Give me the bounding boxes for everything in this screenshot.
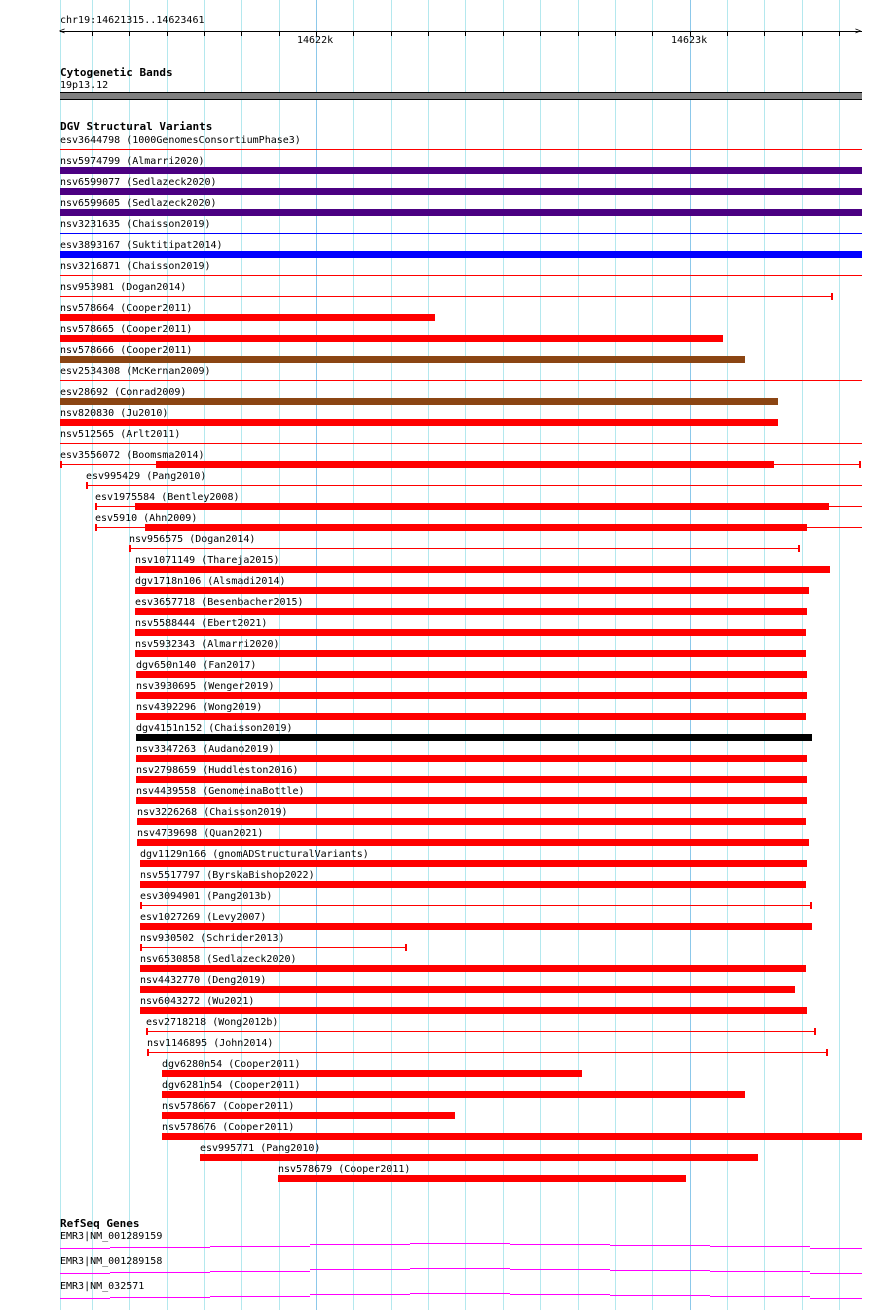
gene-feature[interactable] [0,1281,890,1306]
ruler-tick [503,31,504,36]
gene-segment [310,1294,410,1295]
cytoband-label: 19p13.12 [60,80,109,91]
gene-segment [410,1293,510,1294]
sv-feature[interactable] [0,807,890,828]
sv-feature[interactable] [0,849,890,870]
sv-feature-line [60,149,862,150]
sv-feature-label: dgv650n140 (Fan2017) [136,660,257,671]
sv-start-tick [147,1049,149,1056]
sv-feature-label: nsv578665 (Cooper2011) [60,324,193,335]
sv-feature-label: nsv1146895 (John2014) [147,1038,274,1049]
sv-feature-label: esv995771 (Pang2010) [200,1143,321,1154]
sv-feature-label: dgv1718n106 (Alsmadi2014) [135,576,286,587]
sv-feature-label: nsv3231635 (Chaisson2019) [60,219,211,230]
gene-feature[interactable] [0,1256,890,1281]
sv-feature-line [60,275,862,276]
sv-feature-bar [60,209,862,216]
gene-segment [610,1295,710,1296]
ruler-major-label: 14623k [671,35,708,46]
ruler-tick [578,31,579,36]
sv-feature-label: nsv5932343 (Almarri2020) [135,639,280,650]
sv-feature[interactable] [0,429,890,450]
sv-feature-bar [162,1091,745,1098]
sv-feature[interactable] [0,534,890,555]
sv-feature-bar [140,1007,807,1014]
sv-feature-label: nsv6530858 (Sedlazeck2020) [140,954,297,965]
gene-segment [510,1244,610,1245]
sv-feature-bar [60,398,778,405]
gene-segment [810,1248,862,1249]
sv-feature-label: nsv6599605 (Sedlazeck2020) [60,198,217,209]
gene-segment [210,1296,310,1297]
sv-feature-label: nsv3216871 (Chaisson2019) [60,261,211,272]
gene-segment [510,1294,610,1295]
sv-feature-label: dgv6280n54 (Cooper2011) [162,1059,301,1070]
sv-feature-label: nsv512565 (Arlt2011) [60,429,181,440]
ruler-tick [802,31,803,36]
sv-feature[interactable] [0,366,890,387]
sv-feature[interactable] [0,261,890,282]
sv-feature[interactable] [0,471,890,492]
sv-start-tick [146,1028,148,1035]
sv-start-tick [86,482,88,489]
sv-feature-label: dgv6281n54 (Cooper2011) [162,1080,301,1091]
sv-feature-bar [137,839,809,846]
sv-feature[interactable] [0,828,890,849]
sv-feature-bar [145,524,807,531]
sv-start-tick [129,545,131,552]
sv-feature[interactable] [0,324,890,345]
ruler-tick [428,31,429,36]
sv-feature-label: nsv5517797 (ByrskaBishop2022) [140,870,315,881]
sv-feature-bar [136,671,807,678]
sv-feature-label: nsv5974799 (Almarri2020) [60,156,205,167]
sv-feature-label: esv995429 (Pang2010) [86,471,207,482]
sv-feature-label: nsv930502 (Schrider2013) [140,933,285,944]
sv-feature-label: esv28692 (Conrad2009) [60,387,187,398]
ruler-tick [391,31,392,36]
dgv-track-title: DGV Structural Variants [60,120,213,133]
gene-segment [110,1247,210,1248]
sv-feature[interactable] [0,723,890,744]
sv-feature-bar [60,188,862,195]
sv-feature-bar [140,923,812,930]
ruler-tick [465,31,466,36]
sv-feature-line [140,947,407,948]
sv-feature-label: esv2718218 (Wong2012b) [146,1017,279,1028]
sv-feature[interactable] [0,1122,890,1143]
sv-feature[interactable] [0,912,890,933]
sv-feature[interactable] [0,555,890,576]
sv-feature-bar [60,356,745,363]
sv-feature[interactable] [0,765,890,786]
sv-feature[interactable] [0,870,890,891]
sv-feature[interactable] [0,513,890,534]
sv-feature-label: nsv578666 (Cooper2011) [60,345,193,356]
sv-feature-label: esv3644798 (1000GenomesConsortiumPhase3) [60,135,301,146]
sv-start-tick [95,503,97,510]
sv-feature[interactable] [0,1143,890,1164]
sv-feature-label: dgv1129n166 (gnomADStructuralVariants) [140,849,369,860]
gene-segment [110,1272,210,1273]
cytoband-track-title: Cytogenetic Bands [60,66,173,79]
sv-feature-label: esv3094901 (Pang2013b) [140,891,273,902]
sv-feature-bar [162,1070,582,1077]
sv-feature-line [60,296,833,297]
ruler-major-label: 14622k [297,35,334,46]
sv-feature-label: nsv4739698 (Quan2021) [137,828,264,839]
ruler-tick [764,31,765,36]
sv-feature[interactable] [0,1038,890,1059]
sv-feature-bar [140,881,806,888]
sv-feature-label: nsv578676 (Cooper2011) [162,1122,295,1133]
gene-segment [60,1298,110,1299]
left-arrow-icon[interactable]: < [59,26,66,37]
sv-feature-line [146,1031,816,1032]
sv-feature[interactable] [0,597,890,618]
ruler-tick [839,31,840,36]
sv-feature-label: esv3657718 (Besenbacher2015) [135,597,304,608]
ruler-tick [129,31,130,36]
sv-feature[interactable] [0,492,890,513]
sv-feature-label: esv2534308 (McKernan2009) [60,366,211,377]
sv-feature-bar [135,587,809,594]
sv-feature-label: nsv578667 (Cooper2011) [162,1101,295,1112]
sv-feature-bar [135,629,806,636]
sv-feature[interactable] [0,744,890,765]
sv-feature-label: nsv4392296 (Wong2019) [136,702,263,713]
sv-feature-label: esv1975584 (Bentley2008) [95,492,240,503]
sv-end-tick [814,1028,816,1035]
sv-feature-bar [200,1154,758,1161]
sv-feature[interactable] [0,408,890,429]
sv-end-tick [810,902,812,909]
gene-segment [60,1273,110,1274]
gene-segment [810,1273,862,1274]
sv-feature-label: nsv4439558 (GenomeinaBottle) [136,786,305,797]
sv-feature[interactable] [0,240,890,261]
sv-end-tick [826,1049,828,1056]
gene-segment [510,1269,610,1270]
ruler-tick [92,31,93,36]
gene-segment [410,1268,510,1269]
sv-start-tick [140,902,142,909]
sv-feature-label: dgv4151n152 (Chaisson2019) [136,723,293,734]
ruler-axis [60,31,862,32]
sv-feature-bar [140,986,795,993]
gene-segment [210,1271,310,1272]
sv-feature-bar [135,650,806,657]
sv-feature-label: nsv6599077 (Sedlazeck2020) [60,177,217,188]
sv-feature-label: nsv3226268 (Chaisson2019) [137,807,288,818]
gene-segment [710,1296,810,1297]
sv-end-tick [798,545,800,552]
gene-segment [310,1244,410,1245]
sv-feature-line [60,443,862,444]
gene-label: EMR3|NM_032571 [60,1281,145,1292]
sv-feature[interactable] [0,198,890,219]
ruler-tick [727,31,728,36]
refseq-track-title: RefSeq Genes [60,1217,140,1230]
sv-feature-line [86,485,862,486]
gene-segment [110,1297,210,1298]
sv-feature-label: nsv4432770 (Deng2019) [140,975,267,986]
sv-feature[interactable] [0,156,890,177]
sv-feature-bar [136,797,807,804]
sv-feature[interactable] [0,1101,890,1122]
sv-feature[interactable] [0,177,890,198]
sv-feature-bar [135,608,807,615]
sv-feature[interactable] [0,219,890,240]
gene-segment [410,1243,510,1244]
sv-feature[interactable] [0,282,890,303]
gene-segment [710,1271,810,1272]
sv-feature[interactable] [0,618,890,639]
cytoband-bar[interactable] [60,92,862,100]
gene-label: EMR3|NM_001289159 [60,1231,163,1242]
sv-feature[interactable] [0,576,890,597]
sv-feature[interactable] [0,387,890,408]
sv-end-tick [831,293,833,300]
sv-feature-bar [60,251,862,258]
sv-feature[interactable] [0,933,890,954]
sv-feature[interactable] [0,954,890,975]
sv-feature-label: nsv578664 (Cooper2011) [60,303,193,314]
gene-segment [310,1269,410,1270]
gene-feature[interactable] [0,1231,890,1256]
right-arrow-icon[interactable]: > [855,26,862,37]
sv-feature-bar [136,734,812,741]
sv-start-tick [140,944,142,951]
sv-feature-label: nsv6043272 (Wu2021) [140,996,255,1007]
gene-segment [60,1248,110,1249]
sv-end-tick [859,461,861,468]
sv-feature-line [129,548,800,549]
sv-feature-line [60,380,862,381]
sv-feature-bar [162,1112,455,1119]
gene-segment [710,1246,810,1247]
sv-feature[interactable] [0,303,890,324]
sv-feature[interactable] [0,660,890,681]
ruler-tick [204,31,205,36]
sv-feature-label: esv1027269 (Levy2007) [140,912,267,923]
sv-feature-label: nsv956575 (Dogan2014) [129,534,256,545]
sv-feature-label: esv3893167 (Suktitipat2014) [60,240,223,251]
gene-segment [610,1245,710,1246]
sv-feature-bar [162,1133,862,1140]
gene-segment [610,1270,710,1271]
sv-feature-label: nsv5588444 (Ebert2021) [135,618,268,629]
sv-feature[interactable] [0,702,890,723]
sv-end-tick [405,944,407,951]
sv-feature-bar [135,566,830,573]
ruler-tick [615,31,616,36]
sv-feature[interactable] [0,1017,890,1038]
ruler-tick [167,31,168,36]
sv-start-tick [95,524,97,531]
sv-feature[interactable] [0,345,890,366]
gene-label: EMR3|NM_001289158 [60,1256,163,1267]
sv-feature-label: nsv3347263 (Audano2019) [136,744,275,755]
sv-feature-bar [156,461,774,468]
sv-feature-label: nsv820830 (Ju2010) [60,408,169,419]
sv-feature-label: nsv1071149 (Thareja2015) [135,555,280,566]
sv-feature-bar [60,335,723,342]
gene-segment [210,1246,310,1247]
sv-feature[interactable] [0,1059,890,1080]
sv-feature-label: nsv2798659 (Huddleston2016) [136,765,299,776]
gene-segment [810,1298,862,1299]
sv-feature[interactable] [0,450,890,471]
sv-feature-label: esv5910 (Ahn2009) [95,513,198,524]
sv-feature[interactable] [0,1164,890,1185]
sv-feature-label: nsv578679 (Cooper2011) [278,1164,411,1175]
sv-feature-line [60,233,862,234]
sv-feature[interactable] [0,639,890,660]
sv-feature-bar [60,314,435,321]
sv-feature-bar [60,419,778,426]
sv-start-tick [60,461,62,468]
sv-feature[interactable] [0,135,890,156]
sv-feature-bar [136,776,807,783]
sv-feature-bar [137,818,806,825]
sv-feature-bar [140,965,806,972]
sv-feature-bar [278,1175,686,1182]
sv-feature-bar [135,503,829,510]
sv-feature-bar [60,167,862,174]
sv-feature[interactable] [0,1080,890,1101]
sv-feature[interactable] [0,681,890,702]
sv-feature[interactable] [0,996,890,1017]
sv-feature[interactable] [0,786,890,807]
sv-feature-bar [140,860,807,867]
sv-feature[interactable] [0,975,890,996]
ruler-tick [540,31,541,36]
ruler-tick [279,31,280,36]
ruler-tick [652,31,653,36]
sv-feature-label: nsv3930695 (Wenger2019) [136,681,275,692]
sv-feature-label: nsv953981 (Dogan2014) [60,282,187,293]
sv-feature-label: esv3556072 (Boomsma2014) [60,450,205,461]
ruler-tick [353,31,354,36]
ruler-tick [241,31,242,36]
sv-feature-line [140,905,812,906]
sv-feature-bar [136,713,806,720]
sv-feature-bar [136,755,807,762]
sv-feature[interactable] [0,891,890,912]
sv-feature-bar [136,692,807,699]
location-label: chr19:14621315..14623461 [60,15,205,26]
sv-feature-line [147,1052,828,1053]
